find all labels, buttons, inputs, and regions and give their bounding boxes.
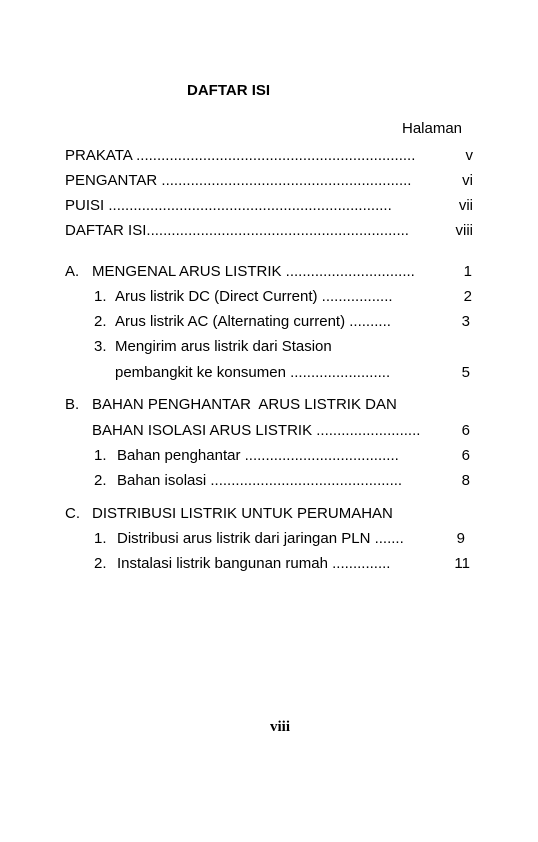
toc-page-number: 9 [456,530,465,547]
dot-leader: ................................................................... [131,147,416,164]
item-number: 2. [94,313,107,330]
item-number: 3. [94,338,107,355]
section-letter: B. [65,396,80,413]
dot-leader: ............................................................ [157,172,412,189]
item-number: 1. [94,530,107,547]
section-title[interactable]: DISTRIBUSI LISTRIK UNTUK PERUMAHAN [92,505,393,522]
dot-leader: .................................................................... [104,197,392,214]
toc-item[interactable]: Mengirim arus listrik dari Stasion [115,338,332,355]
toc-item[interactable]: Instalasi listrik bangunan rumah .............. [117,555,391,572]
item-number: 1. [94,447,107,464]
toc-entry-label: PUISI [65,197,105,214]
toc-page-number: 1 [463,263,472,280]
toc-entry-label: PRAKATA [65,147,132,164]
toc-page-number: 5 [461,364,470,381]
page-title: DAFTAR ISI [187,82,271,99]
toc-entry-label: PENGANTAR [65,172,158,189]
toc-item[interactable]: Bahan penghantar ..................................... [117,447,399,464]
toc-item[interactable]: Arus listrik AC (Alternating current) .......... [115,313,391,330]
section-title-continuation[interactable]: BAHAN ISOLASI ARUS LISTRIK ......................... [92,422,421,439]
toc-item-continuation[interactable]: pembangkit ke konsumen ........................ [115,364,391,381]
toc-page-number: 6 [461,447,470,464]
section-title[interactable]: BAHAN PENGHANTAR ARUS LISTRIK DAN [92,396,397,413]
toc-page-number: viii [455,222,473,239]
toc-page-number: vi [462,172,473,189]
toc-page-number: vii [458,197,473,214]
dot-leader: ............................................................... [146,222,409,239]
item-number: 1. [94,288,107,305]
footer-page-number: viii [270,719,291,735]
item-number: 2. [94,555,107,572]
toc-item[interactable]: Arus listrik DC (Direct Current) ................. [115,288,393,305]
toc-entry-pengantar[interactable] [65,172,411,190]
toc-page-number: 11 [454,555,470,572]
section-title[interactable]: MENGENAL ARUS LISTRIK ............................... [92,263,415,280]
toc-entry-daftar-isi[interactable] [65,222,409,240]
toc-entry-puisi[interactable] [65,197,392,215]
section-letter: A. [65,263,80,280]
item-number: 2. [94,472,107,489]
toc-page-number: 6 [461,422,470,439]
halaman-label: Halaman [402,120,463,137]
toc-page-number: 8 [461,472,470,489]
toc-page-number: v [465,147,473,164]
toc-item[interactable]: Distribusi arus listrik dari jaringan PLN ....... [117,530,404,547]
toc-page-number: 2 [463,288,472,305]
toc-page-number: 3 [461,313,470,330]
toc-entry-label: DAFTAR ISI [65,222,147,239]
toc-item[interactable]: Bahan isolasi .............................................. [117,472,403,489]
toc-entry-prakata[interactable] [65,147,415,165]
section-letter: C. [65,505,80,522]
